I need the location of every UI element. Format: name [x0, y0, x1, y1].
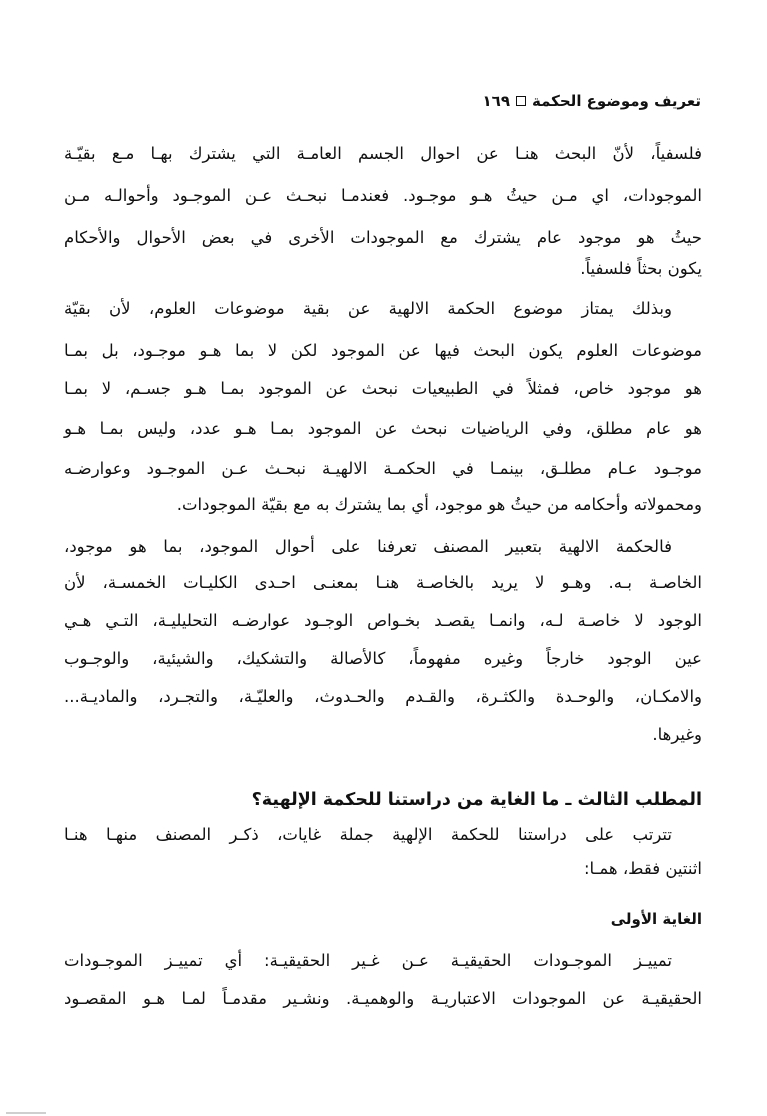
paragraph-2-line-1: وبذلك يمتاز موضوع الحكمة الالهية عن بقية موضوعات العلوم، لأن بقيّة [64, 299, 672, 318]
paragraph-1-line-2: الموجودات، اي مـن حيثُ هـو موجـود. فعندمـا نبحـث عـن الموجـود وأحوالـه مـن [64, 186, 702, 205]
section-heading: المطلب الثالث ـ ما الغاية من دراستنا للحكمة الإلهية؟ [251, 790, 702, 810]
paragraph-1-line-1: فلسفياً، لأنّ البحث هنـا عن احوال الجسم العامـة التي يشترك بهـا مـع بقيّـة [64, 144, 702, 163]
paragraph-3-line-2: الخاصـة بـه. وهـو لا يريد بالخاصـة هنـا بمعنـى احـدى الكليـات الخمسـة، لأن [64, 573, 702, 592]
paragraph-2-line-5: موجـود عـام مطلـق، بينمـا في الحكمـة الالهيـة نبحـث عـن الموجـود وعوارضـه [64, 459, 702, 478]
subsection-heading: الغاية الأولى [610, 910, 702, 928]
scan-edge-mark [6, 1112, 46, 1114]
paragraph-3-line-6: وغيرها. [652, 725, 702, 744]
paragraph-3-line-5: والامكـان، والوحـدة والكثـرة، والقـدم والحـدوث، والعليّـة، والتجـرد، والماديـة... [64, 687, 702, 706]
subsection-line-1: تمييـز الموجـودات الحقيقيـة عـن غـير الحقيقيـة: أي تمييـز الموجـودات [64, 951, 672, 970]
paragraph-2-line-3: هو موجود خاص، فمثلاً في الطبيعيات نبحث عن الموجود بمـا هـو جسـم، لا بمـا [64, 379, 702, 398]
paragraph-2-line-2: موضوعات العلوم يكون البحث فيها عن الموجود لكن لا بما هـو موجـود، بل بمـا [64, 341, 702, 360]
running-header [483, 92, 701, 110]
paragraph-3-line-4: عين الوجود خارجاً وغيره مفهوماً، كالأصالة والتشكيك، والشيئية، والوجـوب [64, 649, 702, 668]
subsection-line-2: الحقيقيـة عن الموجودات الاعتباريـة والوهميـة. ونشـير مقدمـاً لمـا هـو المقصـود [64, 989, 702, 1008]
section-line-2: اثنتين فقط، همـا: [583, 859, 702, 878]
paragraph-2-line-4: هو عام مطلق، وفي الرياضيات نبحث عن الموجود بمـا هـو عدد، وليس بمـا هـو [64, 419, 702, 438]
square-separator-icon [516, 96, 526, 106]
paragraph-2-line-6: ومحمولاته وأحكامه من حيثُ هو موجود، أي بما يشترك به مع بقيّة الموجودات. [176, 495, 702, 514]
paragraph-3-line-1: فالحكمة الالهية بتعبير المصنف تعرفنا على أحوال الموجود، بما هو موجود، [64, 537, 672, 556]
header-title: تعريف وموضوع الحكمة [532, 92, 701, 110]
paragraph-1-line-4: يكون بحثاً فلسفياً. [580, 259, 702, 278]
paragraph-3-line-3: الوجود لا خاصـة لـه، وانمـا يقصـد بخـواص الوجـود عوارضـه التحليليـة، التـي هـي [64, 611, 702, 630]
page-number: ١٦٩ [482, 92, 510, 110]
section-line-1: تترتب على دراستنا للحكمة الإلهية جملة غايات، ذكـر المصنف منهـا هنـا [64, 825, 672, 844]
paragraph-1-line-3: حيثُ هو موجود عام يشترك مع الموجودات الأخرى في بعض الأحوال والأحكام [64, 228, 702, 247]
